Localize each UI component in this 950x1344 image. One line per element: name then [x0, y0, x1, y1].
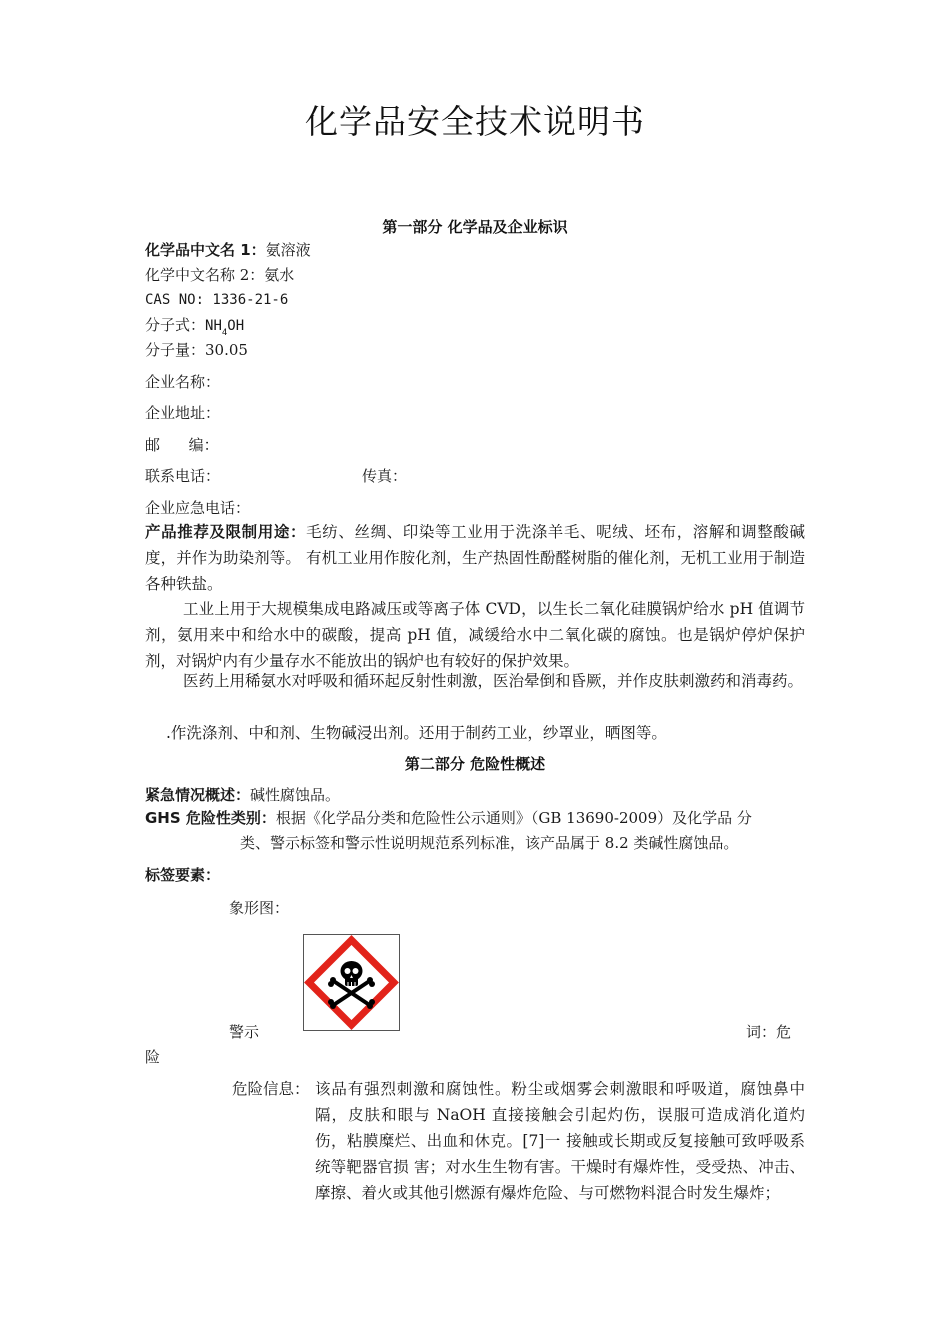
formula-label: 分子式：: [145, 316, 206, 334]
hazard-info-text: 该品有强烈刺激和腐蚀性。粉尘或烟雾会刺激眼和呼吸道，腐蚀鼻中隔，皮肤和眼与 NaOH 直接接触会引起灼伤，误服可造成消化道灼伤，粘膜糜烂、出血和休克。[7]一 接触或长期或反复接触可致呼吸系统等靶器官损 害；对水生生物有害。干燥时有爆炸性，受受热、冲击、摩擦、着火或其他引燃源有爆炸危险、与可燃物料混合时发生爆炸；: [315, 1080, 805, 1202]
signal-word-left: 警示: [229, 1023, 260, 1041]
pictogram-label: 象形图：: [229, 899, 290, 917]
emergency-overview-label: 紧急情况概述：: [145, 786, 251, 804]
emergency-phone: 企业应急电话：: [145, 499, 251, 517]
industrial-use-paragraph: 工业上用于大规模集成电路减压或等离子体 CVD，以生长二氧化硅膜锅炉给水 pH 值调节剂，氨用来中和给水中的碳酸，提高 pH 值，减缓给水中二氧化碳的腐蚀。也是锅炉停炉保护剂，对锅炉内有少量存水不能放出的锅炉也有较好的保护效果。: [145, 600, 805, 670]
part2-heading: 第二部分 危险性概述: [404, 755, 546, 773]
signal-word-right: 词：危: [746, 1023, 792, 1041]
skull-and-crossbones-icon: [304, 935, 399, 1030]
ghs-line1: 根据《化学品分类和危险性公示通则》（GB 13690-2009）及化学品 分: [275, 809, 752, 827]
formula-subscript: 4: [221, 328, 228, 338]
molecular-weight: 分子量：30.05: [145, 341, 248, 359]
formula-part-b: OH: [227, 318, 245, 334]
cn-name1: [145, 238, 311, 263]
ghs-pictogram: [303, 934, 400, 1031]
emergency-overview-value: 碱性腐蚀品。: [250, 786, 341, 804]
cn-name1-label: 化学品中文名 1：: [145, 241, 266, 259]
cas-number: CAS NO: 1336-21-6: [145, 292, 289, 308]
fax: 传真：: [362, 467, 408, 485]
usage-text: 毛纺、丝绸、印染等工业用于洗涤羊毛、呢绒、坯布，溶解和调整酸碱度，并作为助染剂等。 有机工业用作胺化剂，生产热固性酚醛树脂的催化剂，无机工业用于制造各种铁盐。: [145, 523, 805, 593]
ghs-line2: 类、警示标签和警示性说明规范系列标准，该产品属于 8.2 类碱性腐蚀品。: [240, 834, 739, 852]
postcode: 邮 编：: [145, 436, 219, 454]
signal-word-continued: 险: [145, 1048, 161, 1066]
cn-name2: 化学中文名称 2：氨水: [145, 266, 295, 284]
label-elements-heading: 标签要素：: [145, 866, 221, 884]
company-name: 企业名称：: [145, 373, 221, 391]
formula-part-a: NH: [205, 318, 222, 334]
usage-paragraph: [145, 519, 805, 597]
part1-heading: 第一部分 化学品及企业标识: [382, 218, 568, 236]
ghs-category: [145, 806, 752, 831]
contact-phone: 联系电话：: [145, 467, 221, 485]
document-title: 化学品安全技术说明书: [305, 102, 645, 141]
medical-use-paragraph: 医药上用稀氨水对呼吸和循环起反射性刺激，医治晕倒和昏厥，并作皮肤刺激药和消毒药。: [183, 672, 804, 690]
other-use-paragraph: .作洗涤剂、中和剂、生物碱浸出剂。还用于制药工业，纱罩业，晒图等。: [166, 724, 667, 742]
company-address: 企业地址：: [145, 404, 221, 422]
ghs-label: GHS 危险性类别：: [145, 809, 276, 827]
usage-label: 产品推荐及限制用途：: [145, 523, 307, 541]
cn-name1-value: 氨溶液: [265, 241, 311, 259]
hazard-info-label: 危险信息：: [232, 1080, 310, 1098]
emergency-overview: [145, 783, 340, 808]
